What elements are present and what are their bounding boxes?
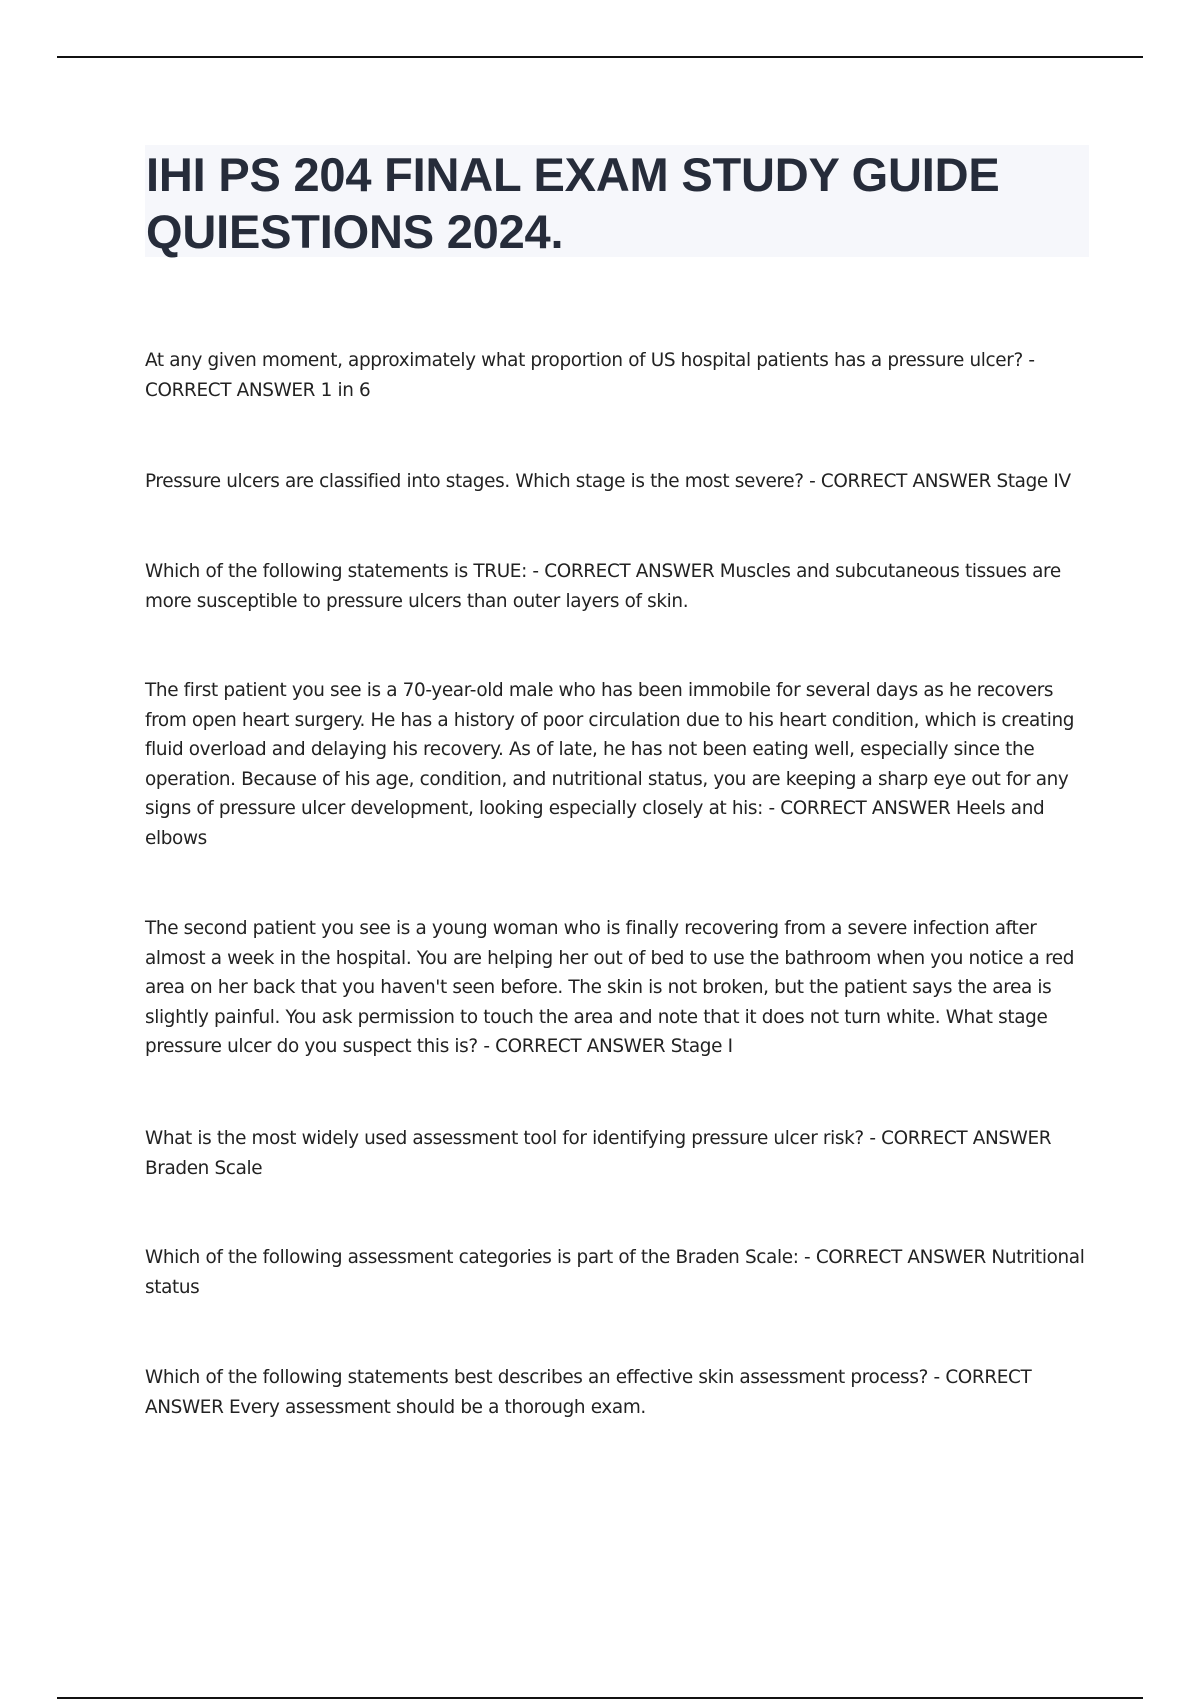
qa-item-2: Pressure ulcers are classified into stages. Which stage is the most severe? - CORRECT ANSWER Stage IV: [145, 471, 1071, 492]
top-rule: [57, 56, 1143, 58]
qa-item-7: Which of the following assessment categories is part of the Braden Scale: - CORRECT ANSWER Nutritional status: [145, 1247, 1085, 1298]
qa-item-3: Which of the following statements is TRUE: - CORRECT ANSWER Muscles and subcutaneous tissues are more susceptible to pressure ulcers than outer layers of skin.: [145, 561, 1061, 612]
qa-item-8: Which of the following statements best describes an effective skin assessment process? - CORRECT ANSWER Every assessment should be a thorough exam.: [145, 1367, 1032, 1418]
qa-item-6: What is the most widely used assessment tool for identifying pressure ulcer risk? - CORRECT ANSWER Braden Scale: [145, 1128, 1052, 1179]
page-title: IHI PS 204 FINAL EXAM STUDY GUIDE QUIESTIONS 2024.: [146, 148, 1000, 258]
qa-item-1: At any given moment, approximately what proportion of US hospital patients has a pressure ulcer? - CORRECT ANSWER 1 in 6: [145, 350, 1035, 401]
bottom-rule: [57, 1697, 1143, 1699]
qa-item-4: The first patient you see is a 70-year-old male who has been immobile for several days as he recovers from open heart surgery. He has a history of poor circulation due to his heart condition, which is creating fluid overload and delaying his recovery. As of late, he has not been eating well, especially since the operation. Because of his age, condition, and nutritional status, you are keeping a sharp eye out for any signs of pressure ulcer development, looking especially closely at his: - CORRECT ANSWER Heels and elbows: [145, 680, 1075, 849]
title-banner: [145, 145, 1089, 257]
qa-item-5: The second patient you see is a young woman who is finally recovering from a severe infection after almost a week in the hospital. You are helping her out of bed to use the bathroom when you notice a red area on her back that you haven't seen before. The skin is not broken, but the patient says the area is slightly painful. You ask permission to touch the area and note that it does not turn white. What stage pressure ulcer do you suspect this is? - CORRECT ANSWER Stage I: [145, 918, 1075, 1057]
